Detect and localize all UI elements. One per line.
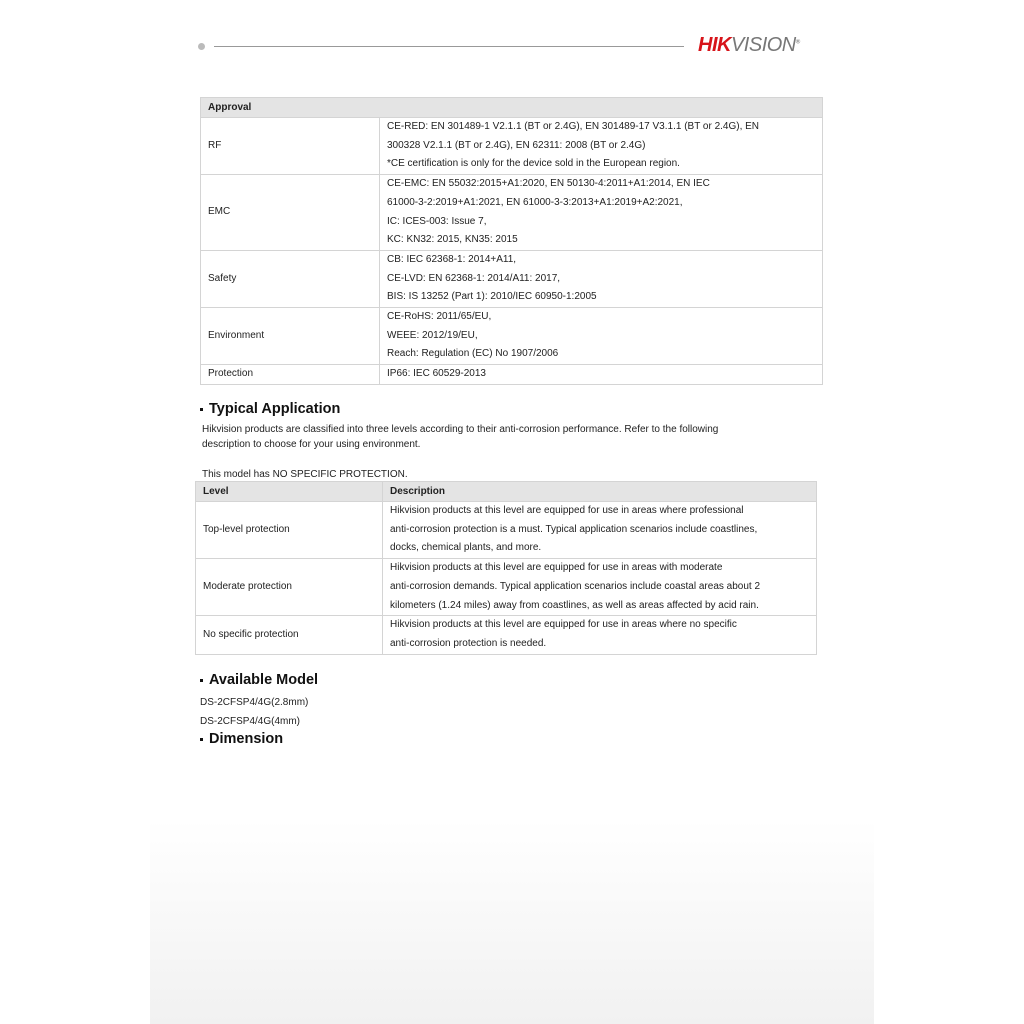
heading-text: Dimension (209, 731, 284, 747)
col-header-description: Description (383, 482, 817, 502)
table-row (196, 616, 817, 654)
row-label: Protection (201, 365, 380, 385)
heading-text: Typical Application (209, 401, 341, 417)
intro-line: description to choose for your using environment. (202, 439, 421, 450)
value-line: IP66: IEC 60529-2013 (387, 368, 486, 380)
logo-mark: ® (795, 39, 800, 46)
value-line: BIS: IS 13252 (Part 1): 2010/IEC 60950-1:2005 (387, 291, 597, 303)
hikvision-logo (698, 34, 800, 57)
row-label: RF (201, 118, 380, 175)
row-value (380, 175, 823, 251)
row-label: Environment (201, 308, 380, 365)
value-line: CB: IEC 62368-1: 2014+A11, (387, 253, 517, 265)
table-row (201, 118, 823, 175)
row-value (380, 308, 823, 365)
row-label: Moderate protection (196, 559, 383, 616)
row-label: EMC (201, 175, 380, 251)
available-model-heading (200, 672, 318, 688)
row-value (383, 559, 817, 616)
value-line: 61000-3-2:2019+A1:2021, EN 61000-3-3:2013+A1:2019+A2:2021, (387, 196, 683, 208)
value-line: CE-RED: EN 301489-1 V2.1.1 (BT or 2.4G), EN 301489-17 V3.1.1 (BT or 2.4G), EN (387, 121, 760, 132)
dimension-heading (200, 731, 283, 747)
table-row (201, 308, 823, 365)
value-line: KC: KN32: 2015, KN35: 2015 (387, 234, 518, 246)
value-line: Hikvision products at this level are equipped for use in areas where professional (390, 505, 744, 516)
row-label: No specific protection (196, 616, 383, 654)
model-list (200, 693, 308, 731)
value-line: WEEE: 2012/19/EU, (387, 329, 478, 341)
row-value (380, 118, 823, 175)
value-line: IC: ICES-003: Issue 7, (387, 215, 487, 227)
heading-text: Available Model (209, 672, 319, 688)
row-value (383, 616, 817, 654)
value-line: CE-EMC: EN 55032:2015+A1:2020, EN 50130-4:2011+A1:2014, EN IEC (387, 178, 710, 190)
value-line: kilometers (1.24 miles) away from coastlines, as well as areas affected by acid rain. (390, 599, 759, 611)
table-row (196, 559, 817, 616)
row-value (380, 250, 823, 307)
value-line: CE-RoHS: 2011/65/EU, (387, 311, 492, 323)
value-line: docks, chemical plants, and more. (390, 542, 542, 554)
row-label: Safety (201, 250, 380, 307)
row-label: Top-level protection (196, 502, 383, 559)
protection-note: This model has NO SPECIFIC PROTECTION. (202, 469, 408, 480)
value-line: Hikvision products at this level are equipped for use in areas where no specific (390, 619, 737, 631)
logo-gray: VISION (730, 34, 796, 56)
table-row (201, 365, 823, 385)
table-row (201, 175, 823, 251)
row-value (383, 502, 817, 559)
value-line: anti-corrosion demands. Typical application scenarios include coastal areas about 2 (390, 580, 761, 592)
typical-intro (202, 422, 718, 452)
model-item: DS-2CFSP4/4G(2.8mm) (200, 697, 309, 708)
value-line: 300328 V2.1.1 (BT or 2.4G), EN 62311: 2008 (BT or 2.4G) (387, 139, 646, 151)
value-line: anti-corrosion protection is needed. (390, 637, 547, 649)
value-line: Reach: Regulation (EC) No 1907/2006 (387, 348, 559, 360)
table-row (196, 502, 817, 559)
value-line: anti-corrosion protection is a must. Typical application scenarios include coastlines, (390, 523, 758, 535)
intro-line: Hikvision products are classified into three levels according to their anti-corrosion performance. Refer to the following (202, 424, 719, 435)
value-line: *CE certification is only for the device sold in the European region. (387, 158, 680, 170)
approval-table (200, 97, 823, 385)
table-row (201, 250, 823, 307)
value-line: Hikvision products at this level are equipped for use in areas with moderate (390, 562, 723, 574)
typical-application-heading (200, 401, 340, 417)
header-rule (214, 46, 684, 47)
model-item: DS-2CFSP4/4G(4mm) (200, 716, 301, 727)
protection-level-table (195, 481, 817, 655)
logo-red: HIK (698, 34, 731, 56)
approval-header: Approval (201, 98, 823, 118)
col-header-level: Level (196, 482, 383, 502)
value-line: CE-LVD: EN 62368-1: 2014/A11: 2017, (387, 272, 561, 284)
row-value (380, 365, 823, 385)
header-dot (198, 43, 205, 50)
